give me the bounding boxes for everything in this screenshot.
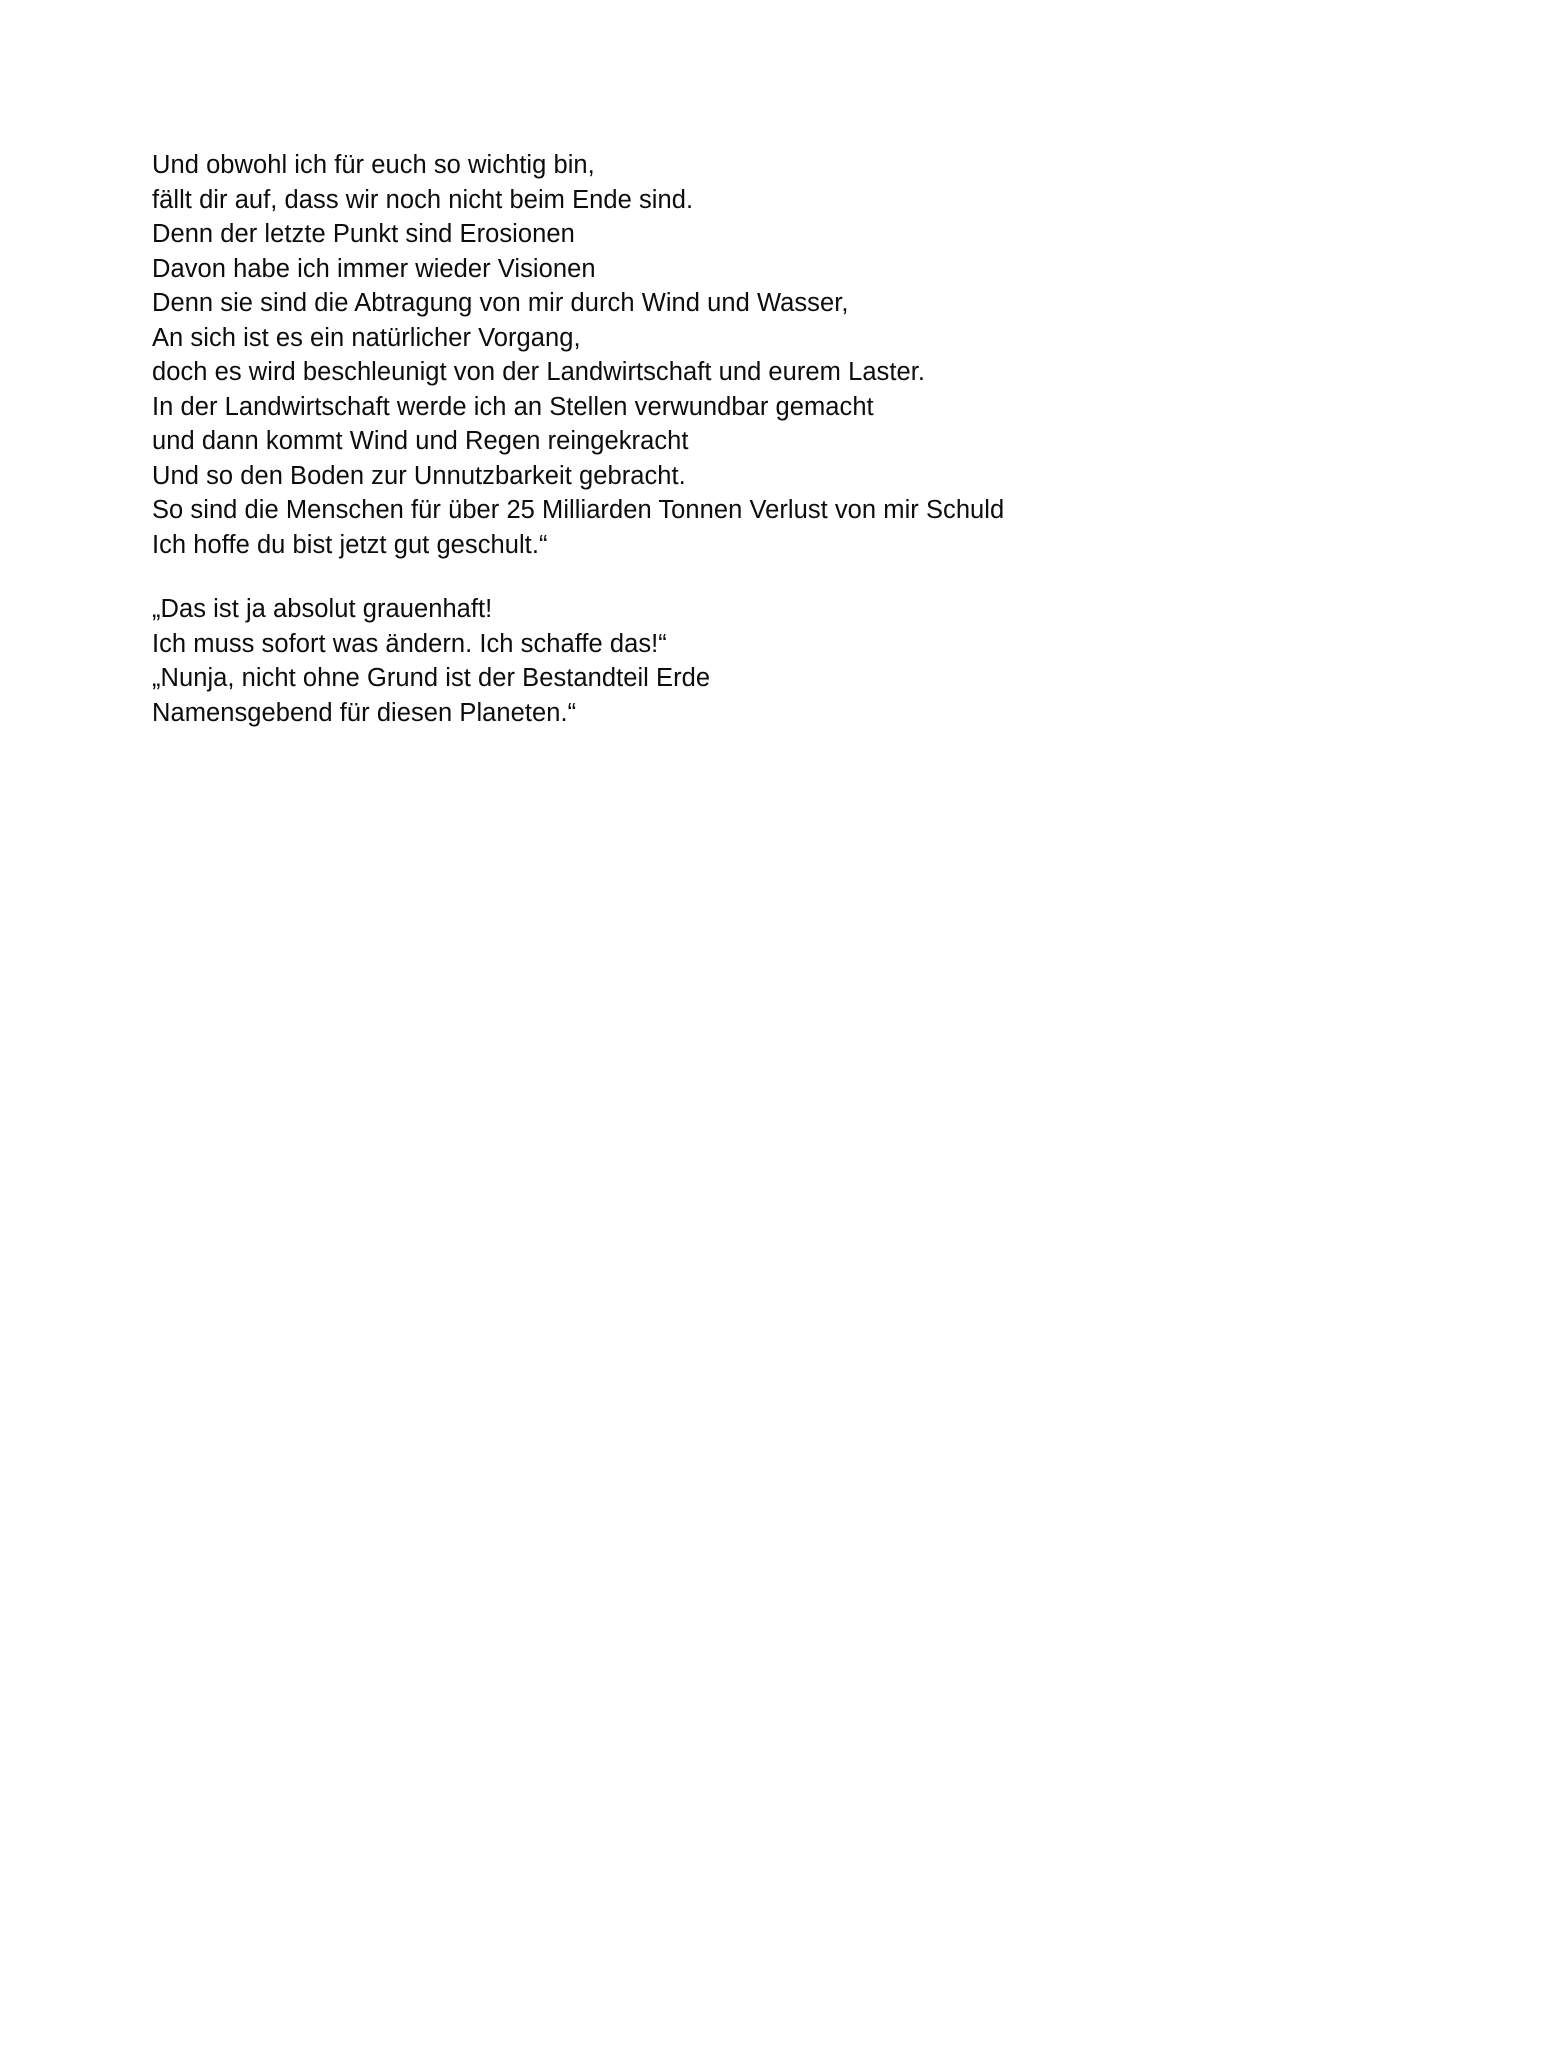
text-line: Denn der letzte Punkt sind Erosionen: [152, 220, 575, 248]
text-line: Namensgebend für diesen Planeten.“: [152, 698, 577, 727]
text-line: „Das ist ja absolut grauenhaft!: [152, 595, 493, 623]
document-text-body: [152, 148, 1312, 730]
text-line: Ich hoffe du bist jetzt gut geschult.“: [152, 530, 548, 559]
text-line: fällt dir auf, dass wir noch nicht beim Ende sind.: [152, 185, 694, 214]
text-line: Davon habe ich immer wieder Visionen: [152, 254, 596, 283]
text-line: Und obwohl ich für euch so wichtig bin,: [152, 151, 595, 179]
text-line: Ich muss sofort was ändern. Ich schaffe das!“: [152, 629, 667, 658]
text-line: An sich ist es ein natürlicher Vorgang,: [152, 323, 581, 352]
stanza-1: [152, 148, 1312, 562]
text-line: „Nunja, nicht ohne Grund ist der Bestandteil Erde: [152, 664, 711, 692]
text-line: Und so den Boden zur Unnutzbarkeit gebracht.: [152, 461, 686, 490]
stanza-2: [152, 592, 1312, 730]
text-line: und dann kommt Wind und Regen reingekracht: [152, 427, 689, 455]
text-line: So sind die Menschen für über 25 Milliarden Tonnen Verlust von mir Schuld: [152, 496, 1005, 524]
text-line: Denn sie sind die Abtragung von mir durch Wind und Wasser,: [152, 289, 849, 317]
text-line: In der Landwirtschaft werde ich an Stellen verwundbar gemacht: [152, 392, 874, 421]
text-line: doch es wird beschleunigt von der Landwirtschaft und eurem Laster.: [152, 358, 925, 386]
